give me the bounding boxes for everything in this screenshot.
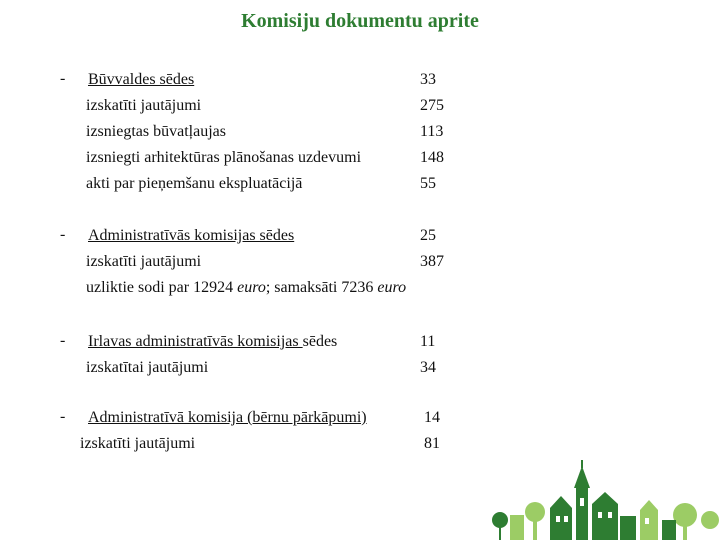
heading-underlined-part: Irlavas administratīvās komisijas [88, 333, 303, 350]
section-heading-buvvalde: Būvvaldes sēdes [88, 71, 195, 88]
paid-text: ; samaksāti 7236 [265, 279, 374, 296]
fines-text: uzliktie sodi par 12924 [86, 279, 234, 296]
row-value: 55 [420, 175, 436, 192]
row-label: izskatīti jautājumi [86, 253, 202, 270]
bullet-dash: - [60, 226, 66, 243]
row-value: 275 [420, 97, 444, 114]
section-heading-admin-komisija: Administratīvās komisijas sēdes [88, 227, 295, 244]
town-silhouette-logo [490, 460, 720, 540]
row-label: akti par pieņemšanu ekspluatācijā [86, 175, 303, 192]
row-value: 113 [420, 123, 444, 140]
section-heading-bernu-parkapumi: Administratīvā komisija (bērnu pārkāpumi) [88, 409, 367, 426]
heading-rest-part: sēdes [302, 333, 338, 350]
page-title: Komisiju dokumentu aprite [241, 10, 479, 32]
bullet-dash: - [60, 408, 66, 425]
row-label: izsniegti arhitektūras plānošanas uzdevumi [86, 149, 362, 166]
row-label: izskatītai jautājumi [86, 359, 209, 376]
row-value: 81 [424, 435, 440, 452]
row-value: 387 [420, 253, 444, 270]
section-heading-value: 14 [424, 409, 440, 426]
row-value: 148 [420, 149, 444, 166]
row-label: izskatīti jautājumi [80, 435, 196, 452]
row-label: izskatīti jautājumi [86, 97, 202, 114]
section-heading-irlava [88, 332, 337, 352]
row-label: izsniegtas būvatļaujas [86, 123, 226, 140]
fines-line [86, 278, 406, 298]
row-value: 34 [420, 359, 436, 376]
section-heading-value: 11 [420, 333, 436, 350]
fines-unit: euro [237, 279, 266, 296]
bullet-dash: - [60, 70, 66, 87]
section-heading-value: 33 [420, 71, 436, 88]
section-heading-value: 25 [420, 227, 436, 244]
paid-unit: euro [377, 279, 407, 296]
bullet-dash: - [60, 332, 66, 349]
